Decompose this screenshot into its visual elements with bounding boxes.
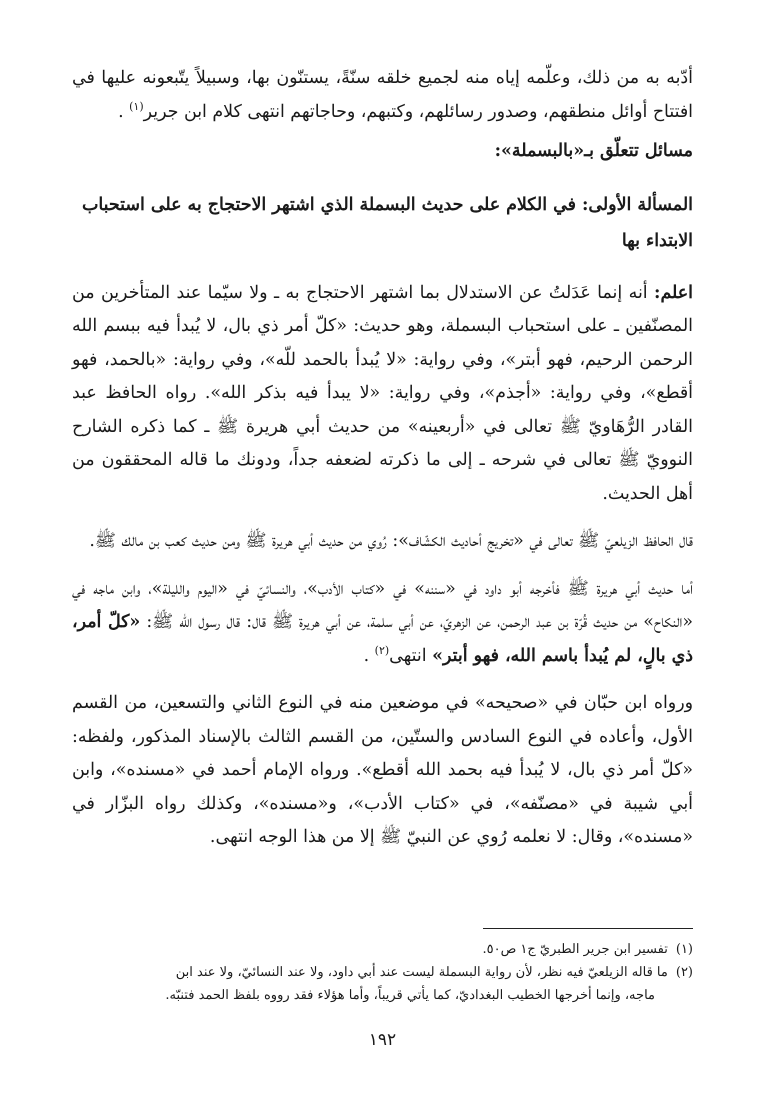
footnote-2-continuation: ماجه، وإنما أخرجها الخطيب البغداديّ، كما يأتي قريباً، وأما هؤلاء فقد رووه بلفظ الحمد فتنبّه. bbox=[165, 988, 655, 1003]
section-heading-first-issue: المسألة الأولى: في الكلام على حديث البسملة الذي اشتهر الاحتجاج به على استحباب الابتداء بها bbox=[82, 194, 693, 251]
footnotes bbox=[72, 938, 693, 1007]
footnote-1: (١)تفسير ابن جرير الطبريّ ج١ ص٥٠. bbox=[482, 942, 693, 957]
footnote-number: (١) bbox=[675, 942, 693, 957]
paragraph-ibn-hibban: ورواه ابن حبّان في «صحيحه» في موضعين منه في النوع الثاني والتسعين، من القسم الأول، وأعاده في النوع السادس والستّين، من القسم الثالث بالإسناد المذكور، ولفظه: «كلّ أمر ذي بال، لا يُبدأ فيه بحمد الله أقطع». ورواه الإمام أحمد في «مسنده»، وابن أبي شيبة في «مصنّفه»، في «كتاب الأدب»، و«مسنده»، وكذلك رواه البزّار في «مسنده»، وقال: لا نعلمه رُوي عن النبيّ ﷺ إلا من هذا الوجه انتهى. bbox=[72, 693, 693, 847]
section-heading-issues: مسائل تتعلّق بـ«بالبسملة»: bbox=[494, 141, 693, 161]
footnote-ref-2[interactable]: (٢) bbox=[374, 643, 390, 657]
paragraph-zaylai: قال الحافظ الزيلعيّ ﷺ تعالى في «تخريج أحاديث الكشّاف»: رُوي من حديث أبي هريرة ﷺ ومن حديث كعب بن مالك ﷺ. bbox=[89, 531, 693, 551]
paragraph-know: اعلم: أنه إنما عَدَلتُ عن الاستدلال بما اشتهر الاحتجاج به ـ ولا سيّما عند المتأخرين من المصنّفين ـ على استحباب البسملة، وهو حديث: «كلّ أمر ذي بال، لا يُبدأ فيه ببسم الله الرحمن الرحيم، فهو أبتر»، وفي رواية: «لا يُبدأ بالحمد للّه»، وفي رواية: «بالحمد، فهو أقطع»، وفي رواية: «أجذم»، وفي رواية: «لا يبدأ فيه بذكر الله». رواه الحافظ عبد القادر الرُّهَاويّ ﷺ تعالى في «أربعينه» من حديث أبي هريرة ﷺ ـ كما ذكره الشارح النوويّ ﷺ تعالى في شرحه ـ إلى ما ذكرته لضعفه جداً، ودونك ما قاله المحققون من أهل الحديث. bbox=[72, 282, 693, 504]
footnote-ref-1[interactable]: (١) bbox=[129, 99, 144, 113]
page-number: ١٩٢ bbox=[368, 1030, 397, 1050]
footnote-divider bbox=[483, 928, 693, 929]
hadith-quote: «كلّ أمر، ذي بالٍ، لم يُبدأ باسم الله، فهو أبتر» bbox=[72, 612, 693, 666]
footnote-2: (٢)ما قاله الزيلعيّ فيه نظر، لأن رواية البسملة ليست عند أبي داود، ولا عند النسائيّ، ولا عند ابن bbox=[175, 965, 693, 980]
lead-word: اعلم: bbox=[654, 282, 693, 303]
paragraph-abu-hurayra: أما حديث أبي هريرة ﷺ فأخرجه أبو داود في «سننه» في «كتاب الأدب»، والنسائيّ في «اليوم والليلة»، وابن ماجه في «النكاح» من حديث قُرّة بن عبد الرحمن، عن الزهريّ، عن أبي سلمة، عن أبي هريرة ﷺ قال: قال رسول الله ﷺ: «كلّ أمر، ذي بالٍ، لم يُبدأ باسم الله، فهو أبتر» انتهى$^{(٢)}$ . bbox=[72, 578, 693, 666]
footnote-number: (٢) bbox=[675, 965, 693, 980]
paragraph-intro: أدّبه به من ذلك، وعلّمه إياه منه لجميع خلقه سنّةً، يستنّون بها، وسبيلاً يتّبعونه عليها في افتتاح أوائل منطقهم، وصدور رسائلهم، وكتبهم، وحاجاتهم انتهى كلام ابن جرير$^{(١)}$ . bbox=[72, 68, 693, 122]
